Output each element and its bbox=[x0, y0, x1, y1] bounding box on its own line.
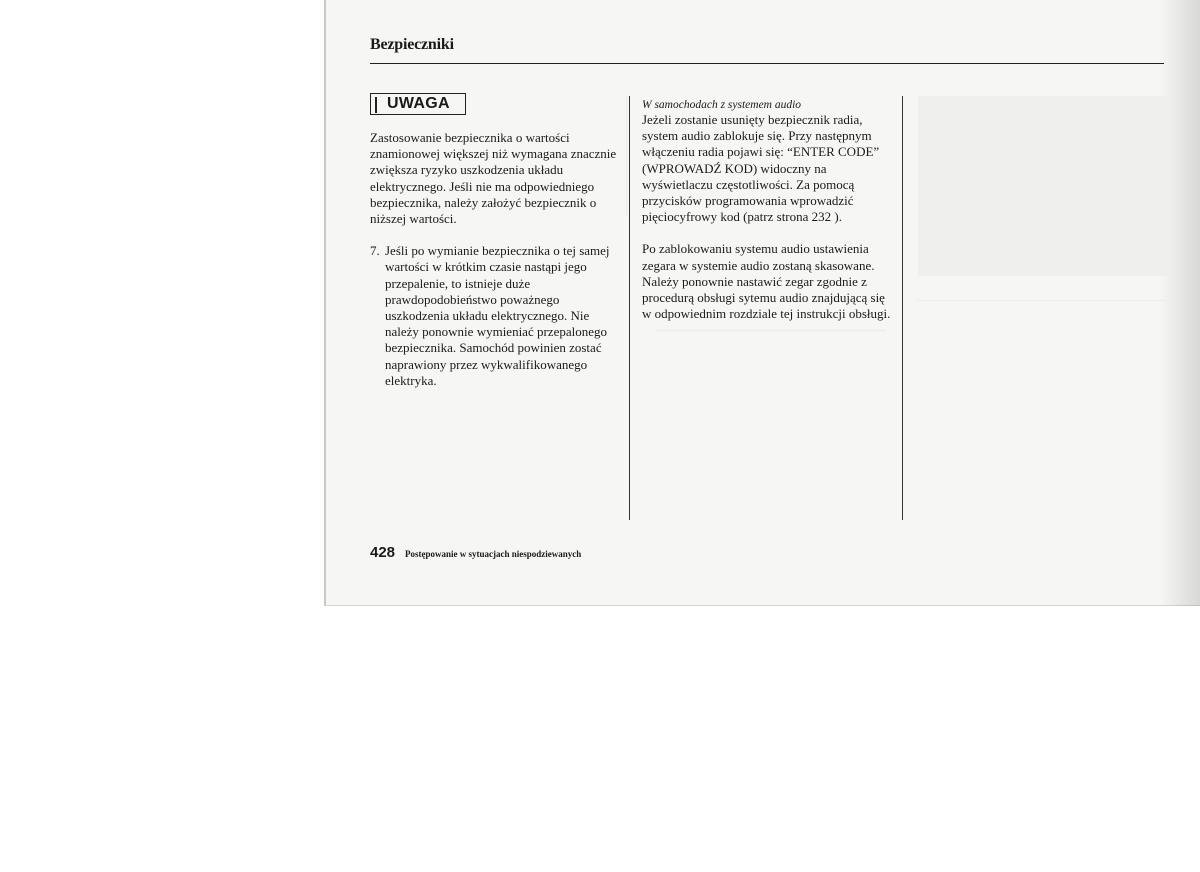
manual-page bbox=[324, 0, 1200, 606]
title-rule bbox=[370, 63, 1164, 64]
show-through-figure bbox=[918, 96, 1168, 276]
audio-paragraph-1: Jeżeli zostanie usunięty bezpiecznik radia, system audio zablokuje się. Przy następnym włączeniu radia pojawi się: “ENTER CODE” (WPROWADŹ KOD) widoczny na wyświetlaczu częstotliwości. Za pomocą przycisków programowania wprowadzić pięciocyfrowy kod (patrz strona 232 ). bbox=[642, 112, 880, 225]
step-number: 7. bbox=[370, 243, 380, 259]
page-edge-shadow bbox=[1160, 0, 1200, 606]
warning-box-bar bbox=[375, 97, 377, 113]
show-through-block bbox=[656, 330, 886, 401]
audio-paragraph-2: Po zablokowaniu systemu audio ustawienia zegara w systemie audio zostaną skasowane. Należy ponownie nastawić zegar zgodnie z procedurą obsługi sytemu audio znajdującą się w odpowiednim rozdziale tej instrukcji obsługi. bbox=[642, 241, 891, 322]
step-item bbox=[370, 243, 622, 389]
page-number: 428 bbox=[370, 544, 396, 561]
column-divider bbox=[629, 96, 630, 520]
audio-subheading: W samochodach z systemem audio bbox=[642, 99, 802, 111]
page-footer bbox=[370, 544, 581, 561]
step-text: Jeśli po wymianie bezpiecznika o tej samej wartości w krótkim czasie nastąpi jego przepalenie, to istnieje duże prawdopodobieństwo poważnego uszkodzenia układu elektrycznego. Nie należy ponownie wymieniać przepalonego bezpiecznika. Samochód powinien zostać naprawiony przez wykwalifikowanego elektryka. bbox=[385, 243, 610, 388]
warning-label-box bbox=[370, 93, 466, 115]
show-through-block bbox=[916, 300, 1166, 401]
warning-text: Zastosowanie bezpiecznika o wartości znamionowej większej niż wymagana znacznie zwiększa ryzyko uszkodzenia układu elektrycznego. Jeśli nie ma odpowiedniego bezpiecznika, należy założyć bezpiecznik o niższej wartości. bbox=[370, 130, 617, 227]
section-title: Bezpieczniki bbox=[370, 36, 454, 53]
middle-column bbox=[642, 98, 894, 322]
column-divider bbox=[902, 96, 903, 520]
warning-label: UWAGA bbox=[387, 95, 450, 112]
chapter-title: Postępowanie w sytuacjach niespodziewanych bbox=[405, 549, 582, 559]
left-column bbox=[370, 130, 622, 389]
